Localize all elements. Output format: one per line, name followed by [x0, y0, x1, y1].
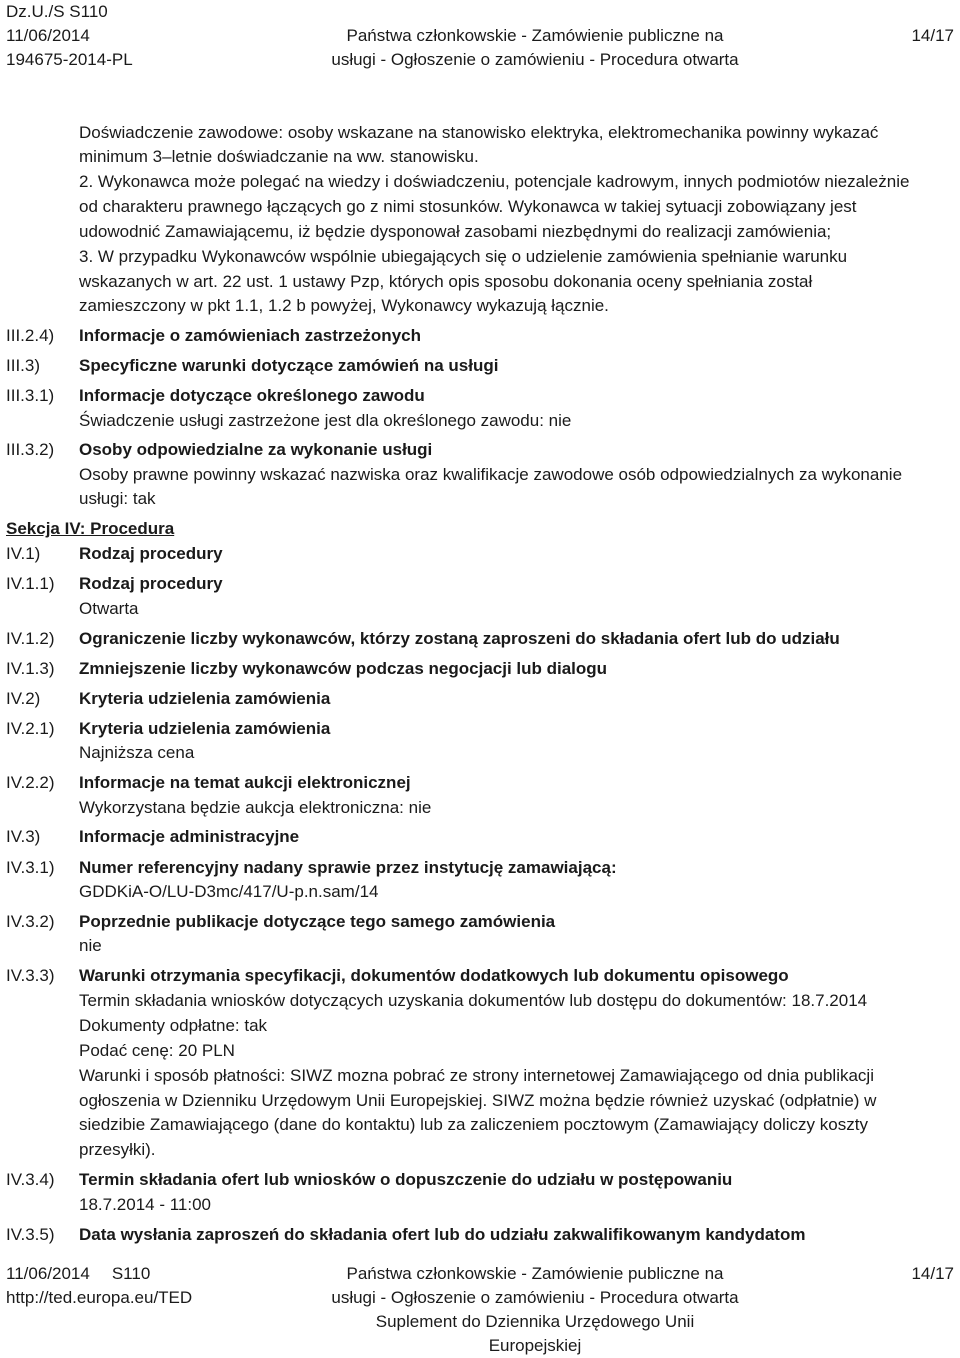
section-number: IV.1.3) [6, 659, 55, 678]
section-title: Numer referencyjny nadany sprawie przez instytucję zamawiającą: [79, 858, 617, 877]
footer-page-number: 14/17 [911, 1264, 954, 1283]
section-title: Kryteria udzielenia zamówienia [79, 689, 331, 708]
header-title-line1: Państwa członkowskie - Zamówienie publiczne na [346, 26, 724, 45]
section-text: Świadczenie usługi zastrzeżone jest dla określonego zawodu: nie [79, 411, 572, 430]
section-number: IV.1) [6, 544, 41, 563]
section-title: Rodzaj procedury [79, 574, 223, 593]
section-text: Osoby prawne powinny wskazać nazwiska oraz kwalifikacje zawodowe osób odpowiedzialnych za wykonanie [79, 465, 903, 484]
header-center [330, 24, 740, 72]
section-title: Rodzaj procedury [79, 544, 223, 563]
intro-line: 2. Wykonawca może polegać na wiedzy i doświadczeniu, potencjale kadrowym, innych podmiotów niezależnie [79, 172, 910, 191]
footer-center [330, 1262, 740, 1358]
section-text: Wykorzystana będzie aukcja elektroniczna: nie [79, 798, 432, 817]
journal-ref: Dz.U./S S110 [6, 2, 108, 21]
section-title: Osoby odpowiedzialne za wykonanie usługi [79, 440, 433, 459]
section-number: IV.3.4) [6, 1170, 55, 1189]
intro-line: Doświadczenie zawodowe: osoby wskazane na stanowisko elektryka, elektromechanika powinny wykazać [79, 123, 879, 142]
section-number: III.3.2) [6, 440, 55, 459]
section-title: Informacje dotyczące określonego zawodu [79, 386, 425, 405]
section-text: Termin składania wniosków dotyczących uzyskania dokumentów lub dostępu do dokumentów: 18.7.2014 [79, 991, 868, 1010]
section-title: Warunki otrzymania specyfikacji, dokumentów dodatkowych lub dokumentu opisowego [79, 966, 789, 985]
section-title: Specyficzne warunki dotyczące zamówień na usługi [79, 356, 499, 375]
intro-line: 3. W przypadku Wykonawców wspólnie ubiegających się o udzielenie zamówienia spełnianie warunku [79, 247, 848, 266]
footer-title-line2: usługi - Ogłoszenie o zamówieniu - Procedura otwarta [331, 1288, 739, 1307]
footer-left [6, 1262, 192, 1310]
header-title-line2: usługi - Ogłoszenie o zamówieniu - Procedura otwarta [331, 50, 739, 69]
page-footer [0, 1262, 960, 1355]
section-text: usługi: tak [79, 489, 156, 508]
section-text: ogłoszenia w Dzienniku Urzędowym Unii Europejskiej. SIWZ można będzie również uzyskać (odpłatnie) w [79, 1091, 877, 1110]
section-title: Poprzednie publikacje dotyczące tego samego zamówienia [79, 912, 556, 931]
section-text: nie [79, 936, 102, 955]
section-number: IV.3.1) [6, 858, 55, 877]
section-number: IV.3) [6, 827, 41, 846]
section-text: Warunki i sposób płatności: SIWZ mozna pobrać ze strony internetowej Zamawiającego od dnia publikacji [79, 1066, 874, 1085]
header-date: 11/06/2014 [6, 26, 90, 45]
header-page-number: 14/17 [911, 26, 954, 45]
intro-line: wskazanych w art. 22 ust. 1 ustawy Pzp, których opis sposobu dokonania oceny spełniania został [79, 272, 813, 291]
section-number: IV.3.2) [6, 912, 55, 931]
section-number: IV.1.2) [6, 629, 55, 648]
reference-number: GDDKiA-O/LU-D3mc/417/U-p.n.sam/14 [79, 882, 379, 901]
deadline-value: 18.7.2014 - 11:00 [79, 1195, 212, 1214]
section-number: III.2.4) [6, 326, 55, 345]
section-text: Najniższa cena [79, 743, 195, 762]
section-title: Zmniejszenie liczby wykonawców podczas negocjacji lub dialogu [79, 659, 608, 678]
footer-date: 11/06/2014 [6, 1264, 90, 1283]
section-title: Informacje na temat aukcji elektronicznej [79, 773, 411, 792]
section-number: IV.2) [6, 689, 41, 708]
section-text: siedzibie Zamawiającego (dane do kontaktu) lub za zaliczeniem pocztowym (Zamawiający doliczy koszty [79, 1115, 868, 1134]
section-text: Podać cenę: 20 PLN [79, 1041, 235, 1060]
page-header [0, 0, 960, 72]
section-number: III.3.1) [6, 386, 55, 405]
section-number: III.3) [6, 356, 41, 375]
section-title: Informacje administracyjne [79, 827, 300, 846]
intro-line: zamieszczony w pkt 1.1, 1.2 b powyżej, Wykonawcy wykazują łącznie. [79, 296, 609, 315]
section-number: IV.2.2) [6, 773, 55, 792]
section-number: IV.1.1) [6, 574, 55, 593]
section-title: Informacje o zamówieniach zastrzeżonych [79, 326, 421, 345]
footer-series: S110 [111, 1264, 151, 1283]
footer-supplement: Suplement do Dziennika Urzędowego Unii Europejskiej [375, 1312, 695, 1355]
section-number: IV.3.3) [6, 966, 55, 985]
footer-url[interactable]: http://ted.europa.eu/TED [6, 1288, 193, 1307]
footer-title-line1: Państwa członkowskie - Zamówienie publiczne na [346, 1264, 724, 1283]
section-number: IV.2.1) [6, 719, 55, 738]
section-text: przesyłki). [79, 1140, 156, 1159]
section-iv-heading: Sekcja IV: Procedura [6, 519, 175, 538]
intro-line: od charakteru prawnego łączących go z nimi stosunków. Wykonawca w takiej sytuacji zobowiązany jest [79, 197, 857, 216]
section-title: Kryteria udzielenia zamówienia [79, 719, 331, 738]
notice-number: 194675-2014-PL [6, 50, 133, 69]
section-text: Dokumenty odpłatne: tak [79, 1016, 268, 1035]
intro-line: minimum 3–letnie doświadczanie na ww. stanowisku. [79, 147, 479, 166]
section-title: Termin składania ofert lub wniosków o dopuszczenie do udziału w postępowaniu [79, 1170, 733, 1189]
intro-line: udowodnić Zamawiającemu, iż będzie dysponował zasobami niezbędnymi do realizacji zamówienia; [79, 222, 832, 241]
section-title: Ograniczenie liczby wykonawców, którzy zostaną zaproszeni do składania ofert lub do udziału [79, 629, 840, 648]
section-number: IV.3.5) [6, 1225, 55, 1244]
header-left [6, 0, 133, 72]
section-title: Data wysłania zaproszeń do składania ofert lub do udziału zakwalifikowanym kandydatom [79, 1225, 806, 1244]
section-text: Otwarta [79, 599, 139, 618]
